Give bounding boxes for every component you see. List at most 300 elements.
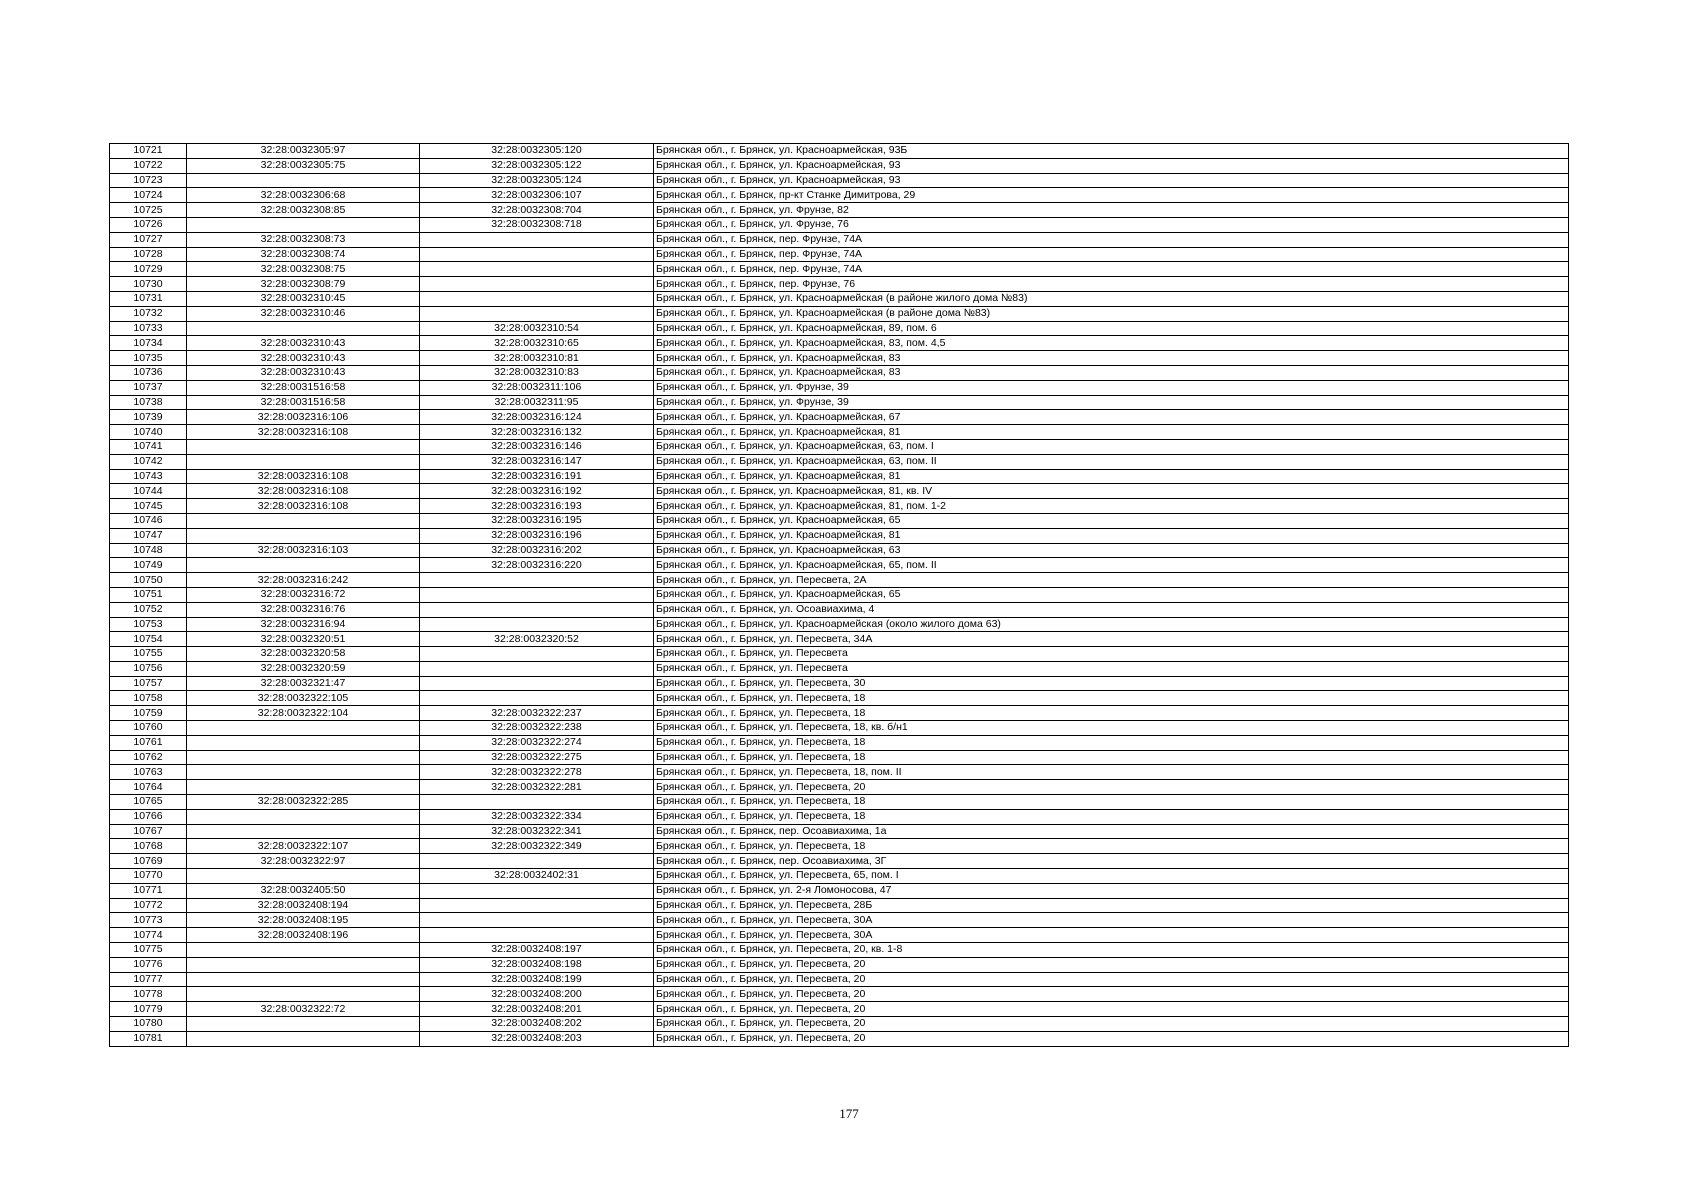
address-cell: Брянская обл., г. Брянск, ул. Красноармейская, 93 xyxy=(654,173,1569,188)
address-cell: Брянская обл., г. Брянск, ул. Пересвета, 18 xyxy=(654,795,1569,810)
object-number-cell xyxy=(420,795,654,810)
row-number-cell: 10730 xyxy=(110,277,187,292)
address-cell: Брянская обл., г. Брянск, ул. Фрунзе, 39 xyxy=(654,380,1569,395)
address-cell: Брянская обл., г. Брянск, ул. Пересвета, 20, кв. 1-8 xyxy=(654,943,1569,958)
address-cell: Брянская обл., г. Брянск, пр-кт Станке Димитрова, 29 xyxy=(654,188,1569,203)
object-number-cell: 32:28:0032402:31 xyxy=(420,869,654,884)
object-number-cell xyxy=(420,928,654,943)
object-number-cell: 32:28:0032308:704 xyxy=(420,203,654,218)
row-number-cell: 10724 xyxy=(110,188,187,203)
object-number-cell: 32:28:0032305:120 xyxy=(420,144,654,159)
object-number-cell: 32:28:0032408:198 xyxy=(420,957,654,972)
row-number-cell: 10763 xyxy=(110,765,187,780)
parcel-number-cell xyxy=(187,809,420,824)
table-row xyxy=(110,558,1569,573)
table-row xyxy=(110,691,1569,706)
table-row xyxy=(110,528,1569,543)
table-row xyxy=(110,721,1569,736)
parcel-number-cell xyxy=(187,957,420,972)
object-number-cell: 32:28:0032408:199 xyxy=(420,972,654,987)
table-row xyxy=(110,291,1569,306)
table-row xyxy=(110,987,1569,1002)
address-cell: Брянская обл., г. Брянск, ул. Красноармейская, 93Б xyxy=(654,144,1569,159)
row-number-cell: 10762 xyxy=(110,750,187,765)
object-number-cell: 32:28:0032316:146 xyxy=(420,439,654,454)
row-number-cell: 10750 xyxy=(110,573,187,588)
object-number-cell: 32:28:0032408:200 xyxy=(420,987,654,1002)
parcel-number-cell xyxy=(187,217,420,232)
parcel-number-cell: 32:28:0032305:75 xyxy=(187,158,420,173)
object-number-cell xyxy=(420,247,654,262)
row-number-cell: 10743 xyxy=(110,469,187,484)
table-row xyxy=(110,617,1569,632)
object-number-cell: 32:28:0032311:95 xyxy=(420,395,654,410)
row-number-cell: 10757 xyxy=(110,676,187,691)
parcel-number-cell: 32:28:0032308:85 xyxy=(187,203,420,218)
object-number-cell: 32:28:0032316:220 xyxy=(420,558,654,573)
address-cell: Брянская обл., г. Брянск, ул. Пересвета, 2А xyxy=(654,573,1569,588)
table-row xyxy=(110,898,1569,913)
address-cell: Брянская обл., г. Брянск, ул. Красноармейская, 63, пом. I xyxy=(654,439,1569,454)
object-number-cell: 32:28:0032322:275 xyxy=(420,750,654,765)
row-number-cell: 10737 xyxy=(110,380,187,395)
address-cell: Брянская обл., г. Брянск, ул. Красноармейская, 65, пом. II xyxy=(654,558,1569,573)
row-number-cell: 10768 xyxy=(110,839,187,854)
address-cell: Брянская обл., г. Брянск, ул. Пересвета, 20 xyxy=(654,1031,1569,1046)
table-row xyxy=(110,188,1569,203)
row-number-cell: 10747 xyxy=(110,528,187,543)
table-row xyxy=(110,676,1569,691)
address-cell: Брянская обл., г. Брянск, ул. Красноармейская, 83, пом. 4,5 xyxy=(654,336,1569,351)
address-cell: Брянская обл., г. Брянск, ул. Пересвета, 18 xyxy=(654,735,1569,750)
row-number-cell: 10749 xyxy=(110,558,187,573)
object-number-cell: 32:28:0032322:278 xyxy=(420,765,654,780)
address-cell: Брянская обл., г. Брянск, ул. Пересвета, 30А xyxy=(654,913,1569,928)
table-row xyxy=(110,262,1569,277)
table-row xyxy=(110,795,1569,810)
row-number-cell: 10733 xyxy=(110,321,187,336)
row-number-cell: 10741 xyxy=(110,439,187,454)
address-cell: Брянская обл., г. Брянск, ул. Пересвета, 20 xyxy=(654,780,1569,795)
parcel-number-cell xyxy=(187,750,420,765)
table-row xyxy=(110,883,1569,898)
table-row xyxy=(110,173,1569,188)
row-number-cell: 10758 xyxy=(110,691,187,706)
table-row xyxy=(110,336,1569,351)
object-number-cell: 32:28:0032322:274 xyxy=(420,735,654,750)
address-cell: Брянская обл., г. Брянск, ул. Красноармейская, 81, кв. IV xyxy=(654,484,1569,499)
table-row xyxy=(110,750,1569,765)
parcel-number-cell xyxy=(187,558,420,573)
row-number-cell: 10778 xyxy=(110,987,187,1002)
parcel-number-cell xyxy=(187,735,420,750)
page-number: 177 xyxy=(839,1106,859,1121)
parcel-number-cell: 32:28:0032322:97 xyxy=(187,854,420,869)
address-cell: Брянская обл., г. Брянск, ул. Фрунзе, 76 xyxy=(654,217,1569,232)
row-number-cell: 10738 xyxy=(110,395,187,410)
row-number-cell: 10771 xyxy=(110,883,187,898)
table-row xyxy=(110,454,1569,469)
row-number-cell: 10723 xyxy=(110,173,187,188)
object-number-cell xyxy=(420,306,654,321)
table-row xyxy=(110,854,1569,869)
row-number-cell: 10742 xyxy=(110,454,187,469)
address-cell: Брянская обл., г. Брянск, ул. Красноармейская (около жилого дома 63) xyxy=(654,617,1569,632)
table-row xyxy=(110,217,1569,232)
row-number-cell: 10781 xyxy=(110,1031,187,1046)
address-cell: Брянская обл., г. Брянск, пер. Осоавиахима, 1а xyxy=(654,824,1569,839)
table-row xyxy=(110,469,1569,484)
row-number-cell: 10759 xyxy=(110,706,187,721)
table-row xyxy=(110,425,1569,440)
object-number-cell: 32:28:0032316:124 xyxy=(420,410,654,425)
row-number-cell: 10734 xyxy=(110,336,187,351)
parcel-number-cell: 32:28:0031516:58 xyxy=(187,395,420,410)
object-number-cell xyxy=(420,262,654,277)
address-cell: Брянская обл., г. Брянск, ул. Пересвета, 18 xyxy=(654,750,1569,765)
address-cell: Брянская обл., г. Брянск, ул. Красноармейская, 63 xyxy=(654,543,1569,558)
address-cell: Брянская обл., г. Брянск, ул. Пересвета, 20 xyxy=(654,957,1569,972)
row-number-cell: 10740 xyxy=(110,425,187,440)
address-cell: Брянская обл., г. Брянск, ул. Пересвета, 28Б xyxy=(654,898,1569,913)
object-number-cell: 32:28:0032310:83 xyxy=(420,365,654,380)
row-number-cell: 10745 xyxy=(110,499,187,514)
table-row xyxy=(110,144,1569,159)
address-cell: Брянская обл., г. Брянск, ул. Красноармейская, 65 xyxy=(654,513,1569,528)
address-cell: Брянская обл., г. Брянск, ул. Пересвета, 34А xyxy=(654,632,1569,647)
table-row xyxy=(110,913,1569,928)
table-row xyxy=(110,380,1569,395)
row-number-cell: 10755 xyxy=(110,647,187,662)
parcel-number-cell xyxy=(187,513,420,528)
address-cell: Брянская обл., г. Брянск, ул. Пересвета, 20 xyxy=(654,972,1569,987)
table-row xyxy=(110,203,1569,218)
object-number-cell: 32:28:0032316:192 xyxy=(420,484,654,499)
row-number-cell: 10753 xyxy=(110,617,187,632)
parcel-number-cell: 32:28:0032316:108 xyxy=(187,499,420,514)
row-number-cell: 10722 xyxy=(110,158,187,173)
object-number-cell: 32:28:0032322:281 xyxy=(420,780,654,795)
object-number-cell: 32:28:0032306:107 xyxy=(420,188,654,203)
object-number-cell: 32:28:0032305:122 xyxy=(420,158,654,173)
row-number-cell: 10780 xyxy=(110,1017,187,1032)
address-cell: Брянская обл., г. Брянск, ул. Красноармейская, 93 xyxy=(654,158,1569,173)
row-number-cell: 10726 xyxy=(110,217,187,232)
table-row xyxy=(110,1017,1569,1032)
table-row xyxy=(110,602,1569,617)
address-cell: Брянская обл., г. Брянск, ул. Красноармейская (в районе дома №83) xyxy=(654,306,1569,321)
table-row xyxy=(110,765,1569,780)
object-number-cell: 32:28:0032320:52 xyxy=(420,632,654,647)
address-cell: Брянская обл., г. Брянск, ул. Красноармейская, 65 xyxy=(654,587,1569,602)
object-number-cell: 32:28:0032322:349 xyxy=(420,839,654,854)
address-cell: Брянская обл., г. Брянск, ул. Красноармейская, 89, пом. 6 xyxy=(654,321,1569,336)
parcel-number-cell: 32:28:0032316:76 xyxy=(187,602,420,617)
address-cell: Брянская обл., г. Брянск, ул. Пересвета, 18 xyxy=(654,691,1569,706)
parcel-number-cell xyxy=(187,1031,420,1046)
object-number-cell xyxy=(420,883,654,898)
object-number-cell xyxy=(420,898,654,913)
parcel-number-cell: 32:28:0032322:104 xyxy=(187,706,420,721)
row-number-cell: 10736 xyxy=(110,365,187,380)
address-cell: Брянская обл., г. Брянск, ул. Пересвета, 30 xyxy=(654,676,1569,691)
parcel-number-cell: 32:28:0032316:94 xyxy=(187,617,420,632)
object-number-cell: 32:28:0032311:106 xyxy=(420,380,654,395)
address-cell: Брянская обл., г. Брянск, ул. Пересвета, 18 xyxy=(654,706,1569,721)
row-number-cell: 10731 xyxy=(110,291,187,306)
registry-table-body xyxy=(110,144,1569,1047)
table-row xyxy=(110,957,1569,972)
table-row xyxy=(110,661,1569,676)
address-cell: Брянская обл., г. Брянск, пер. Фрунзе, 76 xyxy=(654,277,1569,292)
address-cell: Брянская обл., г. Брянск, ул. Пересвета, 20 xyxy=(654,987,1569,1002)
row-number-cell: 10773 xyxy=(110,913,187,928)
object-number-cell: 32:28:0032310:65 xyxy=(420,336,654,351)
address-cell: Брянская обл., г. Брянск, ул. Красноармейская, 67 xyxy=(654,410,1569,425)
table-row xyxy=(110,410,1569,425)
object-number-cell xyxy=(420,602,654,617)
row-number-cell: 10779 xyxy=(110,1002,187,1017)
parcel-number-cell xyxy=(187,454,420,469)
parcel-number-cell: 32:28:0032316:108 xyxy=(187,469,420,484)
parcel-number-cell: 32:28:0032310:43 xyxy=(187,365,420,380)
address-cell: Брянская обл., г. Брянск, ул. Пересвета, 65, пом. I xyxy=(654,869,1569,884)
parcel-number-cell: 32:28:0032408:196 xyxy=(187,928,420,943)
parcel-number-cell: 32:28:0032305:97 xyxy=(187,144,420,159)
parcel-number-cell: 32:28:0032321:47 xyxy=(187,676,420,691)
table-row xyxy=(110,839,1569,854)
row-number-cell: 10751 xyxy=(110,587,187,602)
row-number-cell: 10756 xyxy=(110,661,187,676)
parcel-number-cell: 32:28:0032310:45 xyxy=(187,291,420,306)
address-cell: Брянская обл., г. Брянск, ул. Фрунзе, 82 xyxy=(654,203,1569,218)
address-cell: Брянская обл., г. Брянск, ул. Пересвета, 18, кв. б/н1 xyxy=(654,721,1569,736)
object-number-cell xyxy=(420,291,654,306)
object-number-cell xyxy=(420,587,654,602)
table-row xyxy=(110,972,1569,987)
row-number-cell: 10776 xyxy=(110,957,187,972)
object-number-cell: 32:28:0032316:132 xyxy=(420,425,654,440)
object-number-cell xyxy=(420,573,654,588)
row-number-cell: 10728 xyxy=(110,247,187,262)
parcel-number-cell: 32:28:0032405:50 xyxy=(187,883,420,898)
object-number-cell: 32:28:0032316:147 xyxy=(420,454,654,469)
object-number-cell: 32:28:0032316:191 xyxy=(420,469,654,484)
object-number-cell: 32:28:0032322:341 xyxy=(420,824,654,839)
parcel-number-cell: 32:28:0032316:103 xyxy=(187,543,420,558)
table-row xyxy=(110,573,1569,588)
row-number-cell: 10727 xyxy=(110,232,187,247)
object-number-cell: 32:28:0032316:193 xyxy=(420,499,654,514)
parcel-number-cell: 32:28:0032322:107 xyxy=(187,839,420,854)
row-number-cell: 10761 xyxy=(110,735,187,750)
row-number-cell: 10774 xyxy=(110,928,187,943)
table-row xyxy=(110,543,1569,558)
table-row xyxy=(110,647,1569,662)
address-cell: Брянская обл., г. Брянск, ул. Пересвета, 30А xyxy=(654,928,1569,943)
table-row xyxy=(110,780,1569,795)
parcel-number-cell: 32:28:0032408:194 xyxy=(187,898,420,913)
object-number-cell xyxy=(420,277,654,292)
address-cell: Брянская обл., г. Брянск, ул. Пересвета, 20 xyxy=(654,1017,1569,1032)
table-row xyxy=(110,306,1569,321)
object-number-cell: 32:28:0032310:81 xyxy=(420,351,654,366)
parcel-number-cell: 32:28:0032320:58 xyxy=(187,647,420,662)
parcel-number-cell xyxy=(187,528,420,543)
address-cell: Брянская обл., г. Брянск, ул. 2-я Ломоносова, 47 xyxy=(654,883,1569,898)
parcel-number-cell xyxy=(187,987,420,1002)
parcel-number-cell: 32:28:0031516:58 xyxy=(187,380,420,395)
table-row xyxy=(110,1031,1569,1046)
row-number-cell: 10766 xyxy=(110,809,187,824)
parcel-number-cell xyxy=(187,943,420,958)
address-cell: Брянская обл., г. Брянск, ул. Пересвета xyxy=(654,661,1569,676)
row-number-cell: 10744 xyxy=(110,484,187,499)
parcel-number-cell xyxy=(187,869,420,884)
object-number-cell xyxy=(420,232,654,247)
address-cell: Брянская обл., г. Брянск, пер. Фрунзе, 74А xyxy=(654,232,1569,247)
address-cell: Брянская обл., г. Брянск, ул. Пересвета, 18 xyxy=(654,839,1569,854)
object-number-cell xyxy=(420,854,654,869)
object-number-cell: 32:28:0032408:203 xyxy=(420,1031,654,1046)
address-cell: Брянская обл., г. Брянск, ул. Пересвета, 18 xyxy=(654,809,1569,824)
parcel-number-cell: 32:28:0032306:68 xyxy=(187,188,420,203)
parcel-number-cell: 32:28:0032316:72 xyxy=(187,587,420,602)
parcel-number-cell: 32:28:0032308:74 xyxy=(187,247,420,262)
parcel-number-cell xyxy=(187,721,420,736)
row-number-cell: 10772 xyxy=(110,898,187,913)
object-number-cell: 32:28:0032316:202 xyxy=(420,543,654,558)
table-row xyxy=(110,247,1569,262)
table-row xyxy=(110,484,1569,499)
parcel-number-cell: 32:28:0032308:75 xyxy=(187,262,420,277)
row-number-cell: 10754 xyxy=(110,632,187,647)
parcel-number-cell: 32:28:0032320:59 xyxy=(187,661,420,676)
table-row xyxy=(110,1002,1569,1017)
object-number-cell: 32:28:0032408:201 xyxy=(420,1002,654,1017)
parcel-number-cell: 32:28:0032322:285 xyxy=(187,795,420,810)
object-number-cell: 32:28:0032308:718 xyxy=(420,217,654,232)
object-number-cell: 32:28:0032322:238 xyxy=(420,721,654,736)
table-row xyxy=(110,869,1569,884)
table-row xyxy=(110,499,1569,514)
table-row xyxy=(110,587,1569,602)
object-number-cell: 32:28:0032316:196 xyxy=(420,528,654,543)
parcel-number-cell: 32:28:0032316:108 xyxy=(187,425,420,440)
object-number-cell xyxy=(420,617,654,632)
parcel-number-cell: 32:28:0032308:73 xyxy=(187,232,420,247)
parcel-number-cell xyxy=(187,765,420,780)
row-number-cell: 10746 xyxy=(110,513,187,528)
parcel-number-cell: 32:28:0032316:108 xyxy=(187,484,420,499)
row-number-cell: 10735 xyxy=(110,351,187,366)
row-number-cell: 10765 xyxy=(110,795,187,810)
table-row xyxy=(110,632,1569,647)
parcel-number-cell: 32:28:0032310:43 xyxy=(187,336,420,351)
row-number-cell: 10769 xyxy=(110,854,187,869)
parcel-number-cell: 32:28:0032310:43 xyxy=(187,351,420,366)
address-cell: Брянская обл., г. Брянск, ул. Красноармейская, 83 xyxy=(654,351,1569,366)
row-number-cell: 10775 xyxy=(110,943,187,958)
address-cell: Брянская обл., г. Брянск, ул. Фрунзе, 39 xyxy=(654,395,1569,410)
address-cell: Брянская обл., г. Брянск, ул. Красноармейская, 81 xyxy=(654,469,1569,484)
parcel-number-cell: 32:28:0032316:106 xyxy=(187,410,420,425)
table-row xyxy=(110,735,1569,750)
address-cell: Брянская обл., г. Брянск, пер. Осоавиахима, 3Г xyxy=(654,854,1569,869)
table-row xyxy=(110,928,1569,943)
parcel-number-cell xyxy=(187,439,420,454)
table-row xyxy=(110,351,1569,366)
table-row xyxy=(110,365,1569,380)
table-row xyxy=(110,513,1569,528)
row-number-cell: 10748 xyxy=(110,543,187,558)
row-number-cell: 10764 xyxy=(110,780,187,795)
address-cell: Брянская обл., г. Брянск, ул. Пересвета, 18, пом. II xyxy=(654,765,1569,780)
parcel-number-cell: 32:28:0032320:51 xyxy=(187,632,420,647)
parcel-number-cell: 32:28:0032316:242 xyxy=(187,573,420,588)
address-cell: Брянская обл., г. Брянск, ул. Красноармейская, 81 xyxy=(654,528,1569,543)
object-number-cell: 32:28:0032322:237 xyxy=(420,706,654,721)
table-row xyxy=(110,706,1569,721)
row-number-cell: 10770 xyxy=(110,869,187,884)
parcel-number-cell: 32:28:0032322:72 xyxy=(187,1002,420,1017)
registry-table xyxy=(109,143,1569,1047)
object-number-cell: 32:28:0032408:197 xyxy=(420,943,654,958)
address-cell: Брянская обл., г. Брянск, ул. Пересвета, 20 xyxy=(654,1002,1569,1017)
table-row xyxy=(110,824,1569,839)
address-cell: Брянская обл., г. Брянск, ул. Красноармейская, 63, пом. II xyxy=(654,454,1569,469)
parcel-number-cell: 32:28:0032310:46 xyxy=(187,306,420,321)
parcel-number-cell xyxy=(187,173,420,188)
object-number-cell xyxy=(420,661,654,676)
row-number-cell: 10767 xyxy=(110,824,187,839)
table-row xyxy=(110,809,1569,824)
parcel-number-cell xyxy=(187,321,420,336)
table-row xyxy=(110,943,1569,958)
address-cell: Брянская обл., г. Брянск, пер. Фрунзе, 74А xyxy=(654,247,1569,262)
object-number-cell: 32:28:0032316:195 xyxy=(420,513,654,528)
table-row xyxy=(110,158,1569,173)
parcel-number-cell: 32:28:0032322:105 xyxy=(187,691,420,706)
address-cell: Брянская обл., г. Брянск, ул. Красноармейская, 83 xyxy=(654,365,1569,380)
table-row xyxy=(110,439,1569,454)
row-number-cell: 10760 xyxy=(110,721,187,736)
row-number-cell: 10752 xyxy=(110,602,187,617)
table-row xyxy=(110,277,1569,292)
row-number-cell: 10732 xyxy=(110,306,187,321)
object-number-cell: 32:28:0032322:334 xyxy=(420,809,654,824)
table-row xyxy=(110,232,1569,247)
address-cell: Брянская обл., г. Брянск, ул. Осоавиахима, 4 xyxy=(654,602,1569,617)
object-number-cell xyxy=(420,647,654,662)
row-number-cell: 10725 xyxy=(110,203,187,218)
object-number-cell: 32:28:0032310:54 xyxy=(420,321,654,336)
object-number-cell xyxy=(420,691,654,706)
object-number-cell xyxy=(420,676,654,691)
parcel-number-cell xyxy=(187,780,420,795)
parcel-number-cell: 32:28:0032408:195 xyxy=(187,913,420,928)
table-row xyxy=(110,321,1569,336)
parcel-number-cell xyxy=(187,972,420,987)
table-row xyxy=(110,395,1569,410)
row-number-cell: 10729 xyxy=(110,262,187,277)
address-cell: Брянская обл., г. Брянск, ул. Красноармейская, 81 xyxy=(654,425,1569,440)
parcel-number-cell xyxy=(187,1017,420,1032)
address-cell: Брянская обл., г. Брянск, пер. Фрунзе, 74А xyxy=(654,262,1569,277)
row-number-cell: 10777 xyxy=(110,972,187,987)
object-number-cell: 32:28:0032408:202 xyxy=(420,1017,654,1032)
parcel-number-cell xyxy=(187,824,420,839)
